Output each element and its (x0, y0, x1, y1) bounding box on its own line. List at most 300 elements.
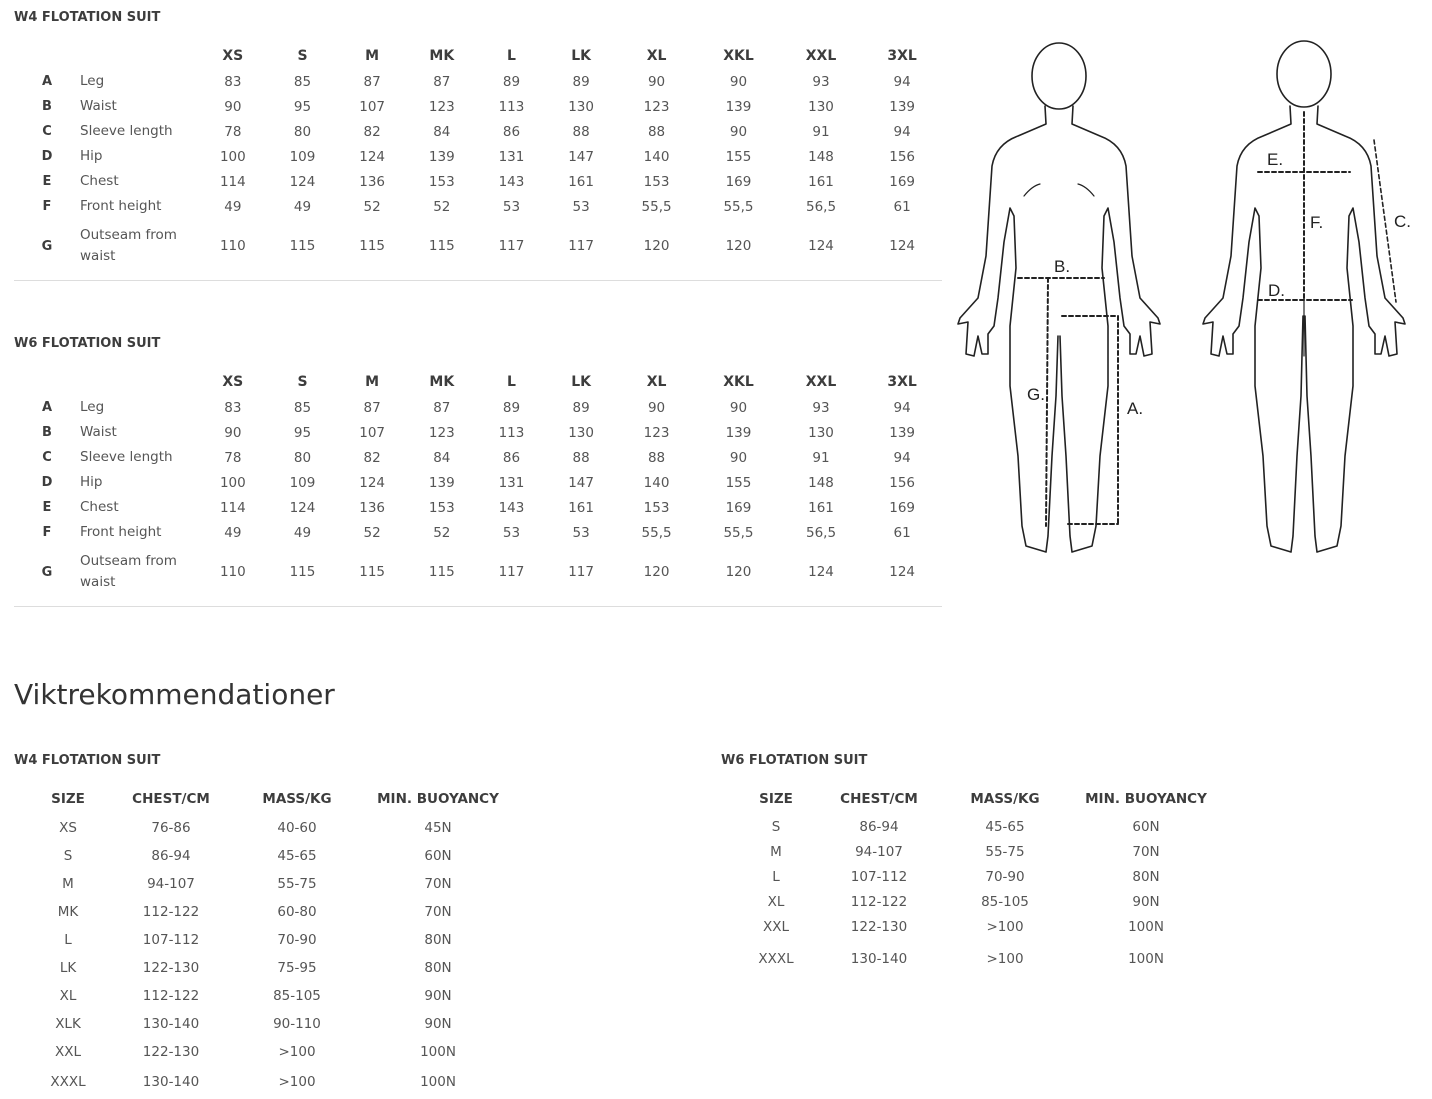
size-value: 139 (428, 148, 455, 165)
size-value: 120 (725, 564, 752, 580)
weight-value: 60N (1132, 818, 1160, 835)
size-header: MK (429, 374, 455, 390)
table-row (14, 144, 942, 169)
size-value: 93 (812, 73, 830, 90)
size-value: 169 (725, 173, 752, 190)
row-letter: B (42, 99, 52, 114)
label-d: D. (1268, 281, 1285, 300)
table-row (14, 219, 942, 273)
size-value: 169 (889, 173, 916, 190)
size-value: 139 (889, 424, 916, 441)
size-value: 90 (729, 449, 748, 466)
divider (14, 280, 942, 281)
weight-value: 100N (420, 1074, 456, 1090)
table-row (28, 982, 516, 1010)
size-value: 90 (224, 98, 242, 115)
weight-value: 100N (1128, 918, 1164, 935)
label-g: G. (1027, 385, 1045, 404)
size-value: 95 (293, 424, 312, 441)
size-value: 156 (889, 474, 916, 491)
weight-value: 55-75 (277, 876, 317, 892)
label-a: A. (1127, 399, 1144, 418)
size-value: 61 (893, 524, 911, 541)
row-measure: Leg (80, 73, 105, 89)
size-value: 85 (293, 399, 312, 416)
label-f: F. (1310, 213, 1324, 232)
size-value: 88 (647, 123, 666, 140)
row-measure: Waist (80, 424, 117, 440)
header-row (736, 784, 1224, 814)
size-value: 115 (359, 564, 386, 580)
weight-value: XS (59, 820, 77, 836)
size-value: 94 (893, 123, 911, 140)
size-value: 117 (568, 564, 594, 580)
weight-value: 90N (1132, 893, 1160, 910)
size-value: 87 (433, 399, 451, 416)
table-row (28, 1010, 516, 1038)
size-header: XS (222, 48, 244, 64)
size-value: 124 (289, 173, 316, 190)
row-letter: E (42, 174, 52, 189)
header-spacer (14, 369, 80, 395)
weight-value: 90N (424, 988, 452, 1004)
size-value: 80 (293, 449, 312, 466)
table-row (28, 814, 516, 842)
size-value: 161 (808, 499, 834, 516)
row-letter: E (42, 500, 52, 515)
size-header: L (506, 374, 516, 390)
size-value: 155 (725, 474, 752, 491)
table-row (28, 842, 516, 870)
size-header: XKL (723, 48, 754, 64)
row-letter: F (42, 199, 52, 214)
back-measure-lines (1258, 112, 1396, 302)
weight-value: 122-130 (142, 960, 200, 976)
table-row (736, 839, 1224, 864)
weight-value: 45-65 (277, 848, 317, 864)
size-value: 148 (808, 474, 834, 491)
size-value: 117 (498, 564, 525, 580)
size-value: 89 (572, 73, 590, 90)
table-row (14, 169, 942, 194)
weight-value: >100 (986, 951, 1024, 967)
weight-value: 40-60 (277, 820, 317, 836)
weight-value: 107-112 (142, 932, 200, 948)
size-header: XL (646, 374, 667, 390)
size-header: LK (571, 374, 591, 390)
row-letter: F (42, 525, 52, 540)
weight-value: M (62, 876, 74, 892)
size-value: 153 (428, 173, 455, 190)
size-value: 49 (293, 524, 312, 541)
weight-value: 112-122 (142, 988, 200, 1004)
size-value: 109 (289, 148, 316, 165)
size-value: 78 (224, 123, 242, 140)
size-value: 131 (498, 148, 525, 165)
size-value: 55,5 (641, 524, 672, 541)
size-header: XXL (805, 48, 837, 64)
weight-value: 70N (424, 876, 452, 892)
size-value: 120 (643, 564, 670, 580)
weight-value: 90-110 (273, 1016, 321, 1032)
weight-value: 70-90 (985, 868, 1025, 885)
table-row (14, 420, 942, 445)
weight-value: M (770, 843, 782, 860)
size-value: 153 (428, 499, 455, 516)
weight-value: 70-90 (277, 932, 317, 948)
size-header: XS (222, 374, 244, 390)
weight-value: 112-122 (850, 893, 908, 910)
size-value: 140 (643, 474, 670, 491)
size-value: 113 (498, 424, 525, 441)
size-value: 110 (219, 564, 246, 580)
row-measure: Chest (80, 499, 119, 515)
size-value: 85 (293, 73, 312, 90)
weight-value: L (64, 932, 72, 948)
size-value: 113 (498, 98, 525, 115)
w6-size-title: W6 FLOTATION SUIT (14, 336, 161, 351)
weight-value: 90N (424, 1016, 452, 1032)
table-row (14, 520, 942, 545)
size-value: 89 (502, 399, 521, 416)
weight-value: S (771, 818, 781, 835)
weight-value: 80N (424, 932, 452, 948)
label-b: B. (1054, 257, 1071, 276)
weight-value: XXL (54, 1044, 82, 1060)
size-value: 124 (289, 499, 316, 516)
size-value: 139 (725, 98, 752, 115)
size-header: M (365, 374, 380, 390)
weight-value: 122-130 (850, 918, 908, 935)
size-value: 87 (433, 73, 451, 90)
table-row (14, 69, 942, 94)
size-value: 161 (568, 173, 594, 190)
size-value: 82 (363, 123, 381, 140)
size-value: 117 (498, 238, 525, 254)
size-value: 120 (643, 238, 670, 254)
size-value: 130 (568, 98, 594, 115)
size-value: 130 (808, 98, 834, 115)
weight-value: 45N (424, 820, 452, 836)
size-value: 87 (363, 73, 381, 90)
size-value: 153 (643, 173, 670, 190)
header-row (14, 369, 942, 395)
size-value: 107 (359, 98, 386, 115)
weight-value: 85-105 (981, 893, 1029, 910)
size-value: 80 (293, 123, 312, 140)
table-row (736, 889, 1224, 914)
weight-header: CHEST/CM (132, 791, 210, 807)
size-value: 130 (808, 424, 834, 441)
size-value: 115 (289, 564, 316, 580)
weight-header: MIN. BUOYANCY (377, 791, 499, 807)
weight-header: MIN. BUOYANCY (1085, 791, 1207, 807)
size-value: 107 (359, 424, 386, 441)
size-value: 123 (428, 98, 455, 115)
size-value: 161 (808, 173, 834, 190)
weight-value: 130-140 (850, 951, 908, 967)
row-letter: D (41, 149, 53, 164)
row-letter: G (41, 238, 53, 254)
table-row (14, 194, 942, 219)
row-measure: Chest (80, 173, 119, 189)
size-value: 143 (498, 173, 525, 190)
w4-size-title: W4 FLOTATION SUIT (14, 10, 161, 25)
size-value: 90 (729, 399, 748, 416)
size-value: 94 (893, 399, 911, 416)
table-row (28, 898, 516, 926)
size-value: 84 (433, 449, 451, 466)
row-measure: Sleeve length (80, 449, 173, 465)
size-value: 124 (889, 238, 916, 254)
size-value: 169 (889, 499, 916, 516)
size-value: 131 (498, 474, 525, 491)
row-letter: D (41, 475, 53, 490)
label-e: E. (1267, 150, 1284, 169)
weight-value: 86-94 (859, 818, 899, 835)
size-value: 52 (363, 524, 381, 541)
size-value: 114 (219, 173, 246, 190)
size-value: 100 (219, 474, 246, 491)
table-row (28, 870, 516, 898)
table-row (28, 954, 516, 982)
header-row (28, 784, 516, 814)
size-value: 94 (893, 73, 911, 90)
size-value: 82 (363, 449, 381, 466)
w6-weight-table (736, 784, 1224, 979)
weight-value: 112-122 (142, 904, 200, 920)
w6-weight-title: W6 FLOTATION SUIT (721, 753, 868, 768)
size-value: 123 (428, 424, 455, 441)
row-letter: G (41, 564, 53, 580)
row-measure: Hip (80, 148, 103, 164)
size-value: 49 (224, 198, 242, 215)
size-value: 49 (293, 198, 312, 215)
weight-value: 122-130 (142, 1044, 200, 1060)
table-row (14, 470, 942, 495)
weight-value: >100 (278, 1044, 316, 1060)
size-value: 155 (725, 148, 752, 165)
row-measure: Sleeve length (80, 123, 173, 139)
weight-value: 107-112 (850, 868, 908, 885)
weight-value: 94-107 (855, 843, 903, 860)
size-value: 53 (572, 524, 590, 541)
size-value: 53 (572, 198, 590, 215)
weight-value: MK (57, 904, 79, 920)
weight-header: MASS/KG (970, 791, 1040, 807)
weight-value: 55-75 (985, 843, 1025, 860)
size-header: L (506, 48, 516, 64)
weight-header: SIZE (759, 791, 793, 807)
size-value: 90 (729, 73, 748, 90)
table-row (14, 495, 942, 520)
size-value: 89 (572, 399, 590, 416)
size-header: S (297, 48, 308, 64)
size-value: 123 (643, 424, 670, 441)
size-value: 139 (428, 474, 455, 491)
size-value: 100 (219, 148, 246, 165)
size-value: 139 (889, 98, 916, 115)
weight-value: 70N (1132, 843, 1160, 860)
size-value: 124 (359, 474, 386, 491)
weight-header: SIZE (51, 791, 85, 807)
w4-size-table (14, 43, 942, 273)
size-value: 90 (647, 73, 666, 90)
size-value: 86 (502, 449, 521, 466)
size-value: 55,5 (723, 198, 754, 215)
size-value: 90 (224, 424, 242, 441)
weight-value: 75-95 (277, 960, 317, 976)
size-value: 52 (363, 198, 381, 215)
table-row (736, 814, 1224, 839)
size-value: 94 (893, 449, 911, 466)
size-value: 161 (568, 499, 594, 516)
front-body-figure (958, 43, 1160, 552)
row-letter: B (42, 425, 52, 440)
size-value: 115 (359, 238, 386, 254)
size-value: 61 (893, 198, 911, 215)
weight-value: 80N (424, 960, 452, 976)
size-header: MK (429, 48, 455, 64)
w4-weight-table (28, 784, 516, 1098)
weight-value: 60N (424, 848, 452, 864)
size-value: 88 (647, 449, 666, 466)
table-row (14, 445, 942, 470)
table-row (14, 545, 942, 599)
weight-value: 70N (424, 904, 452, 920)
size-value: 52 (433, 524, 451, 541)
size-value: 153 (643, 499, 670, 516)
row-letter: C (42, 450, 52, 465)
body-measurement-diagram (952, 36, 1422, 566)
size-header: XL (646, 48, 667, 64)
size-value: 90 (647, 399, 666, 416)
size-value: 91 (812, 123, 830, 140)
size-header: 3XL (887, 374, 917, 390)
weight-value: LK (59, 960, 77, 976)
size-value: 124 (808, 564, 834, 580)
weight-heading: Viktrekommendationer (14, 678, 335, 711)
size-value: 53 (502, 524, 521, 541)
size-value: 78 (224, 449, 242, 466)
size-header: XXL (805, 374, 837, 390)
table-row (736, 939, 1224, 979)
weight-header: MASS/KG (262, 791, 332, 807)
size-value: 148 (808, 148, 834, 165)
size-value: 114 (219, 499, 246, 516)
table-row (28, 926, 516, 954)
size-header: S (297, 374, 308, 390)
size-value: 115 (428, 238, 455, 254)
header-spacer (80, 43, 198, 69)
weight-value: 100N (1128, 951, 1164, 967)
size-value: 93 (812, 399, 830, 416)
size-value: 90 (729, 123, 748, 140)
size-value: 88 (572, 123, 590, 140)
size-value: 89 (502, 73, 521, 90)
size-value: 55,5 (641, 198, 672, 215)
w6-size-table (14, 369, 942, 599)
table-row (736, 914, 1224, 939)
weight-value: 60-80 (277, 904, 317, 920)
w4-weight-title: W4 FLOTATION SUIT (14, 753, 161, 768)
size-value: 53 (502, 198, 521, 215)
weight-value: XXL (762, 918, 790, 935)
row-measure: Hip (80, 474, 103, 490)
size-value: 109 (289, 474, 316, 491)
header-spacer (14, 43, 80, 69)
weight-value: XLK (55, 1016, 81, 1032)
size-value: 120 (725, 238, 752, 254)
weight-value: 76-86 (151, 820, 191, 836)
weight-value: 45-65 (985, 818, 1025, 835)
weight-value: 86-94 (151, 848, 191, 864)
row-measure: Outseam from waist (80, 553, 177, 590)
weight-value: XXXL (50, 1074, 86, 1090)
table-row (28, 1038, 516, 1066)
size-value: 91 (812, 449, 830, 466)
weight-value: S (63, 848, 73, 864)
weight-value: 85-105 (273, 988, 321, 1004)
size-header: 3XL (887, 48, 917, 64)
size-value: 147 (568, 148, 594, 165)
weight-value: >100 (278, 1074, 316, 1090)
weight-value: 100N (420, 1044, 456, 1060)
size-value: 87 (363, 399, 381, 416)
size-value: 56,5 (805, 198, 837, 215)
row-measure: Front height (80, 198, 162, 214)
size-value: 140 (643, 148, 670, 165)
row-letter: A (41, 400, 53, 415)
size-value: 139 (725, 424, 752, 441)
divider (14, 606, 942, 607)
size-value: 83 (224, 399, 242, 416)
size-value: 124 (808, 238, 834, 254)
size-value: 136 (359, 173, 386, 190)
size-value: 115 (289, 238, 316, 254)
size-value: 84 (433, 123, 451, 140)
weight-value: XL (59, 988, 77, 1004)
size-value: 143 (498, 499, 525, 516)
size-value: 147 (568, 474, 594, 491)
table-row (736, 864, 1224, 889)
size-value: 115 (428, 564, 455, 580)
size-value: 49 (224, 524, 242, 541)
size-value: 156 (889, 148, 916, 165)
size-value: 124 (889, 564, 916, 580)
table-row (14, 94, 942, 119)
row-measure: Leg (80, 399, 105, 415)
row-measure: Waist (80, 98, 117, 114)
size-value: 86 (502, 123, 521, 140)
size-value: 52 (433, 198, 451, 215)
label-c: C. (1394, 212, 1411, 231)
weight-value: >100 (986, 918, 1024, 935)
weight-value: L (772, 868, 780, 885)
size-value: 88 (572, 449, 590, 466)
table-row (14, 395, 942, 420)
table-row (14, 119, 942, 144)
row-letter: A (41, 74, 53, 89)
size-value: 95 (293, 98, 312, 115)
size-value: 117 (568, 238, 594, 254)
table-row (28, 1066, 516, 1098)
size-value: 169 (725, 499, 752, 516)
weight-value: 94-107 (147, 876, 195, 892)
size-value: 123 (643, 98, 670, 115)
weight-value: 130-140 (142, 1016, 200, 1032)
header-row (14, 43, 942, 69)
